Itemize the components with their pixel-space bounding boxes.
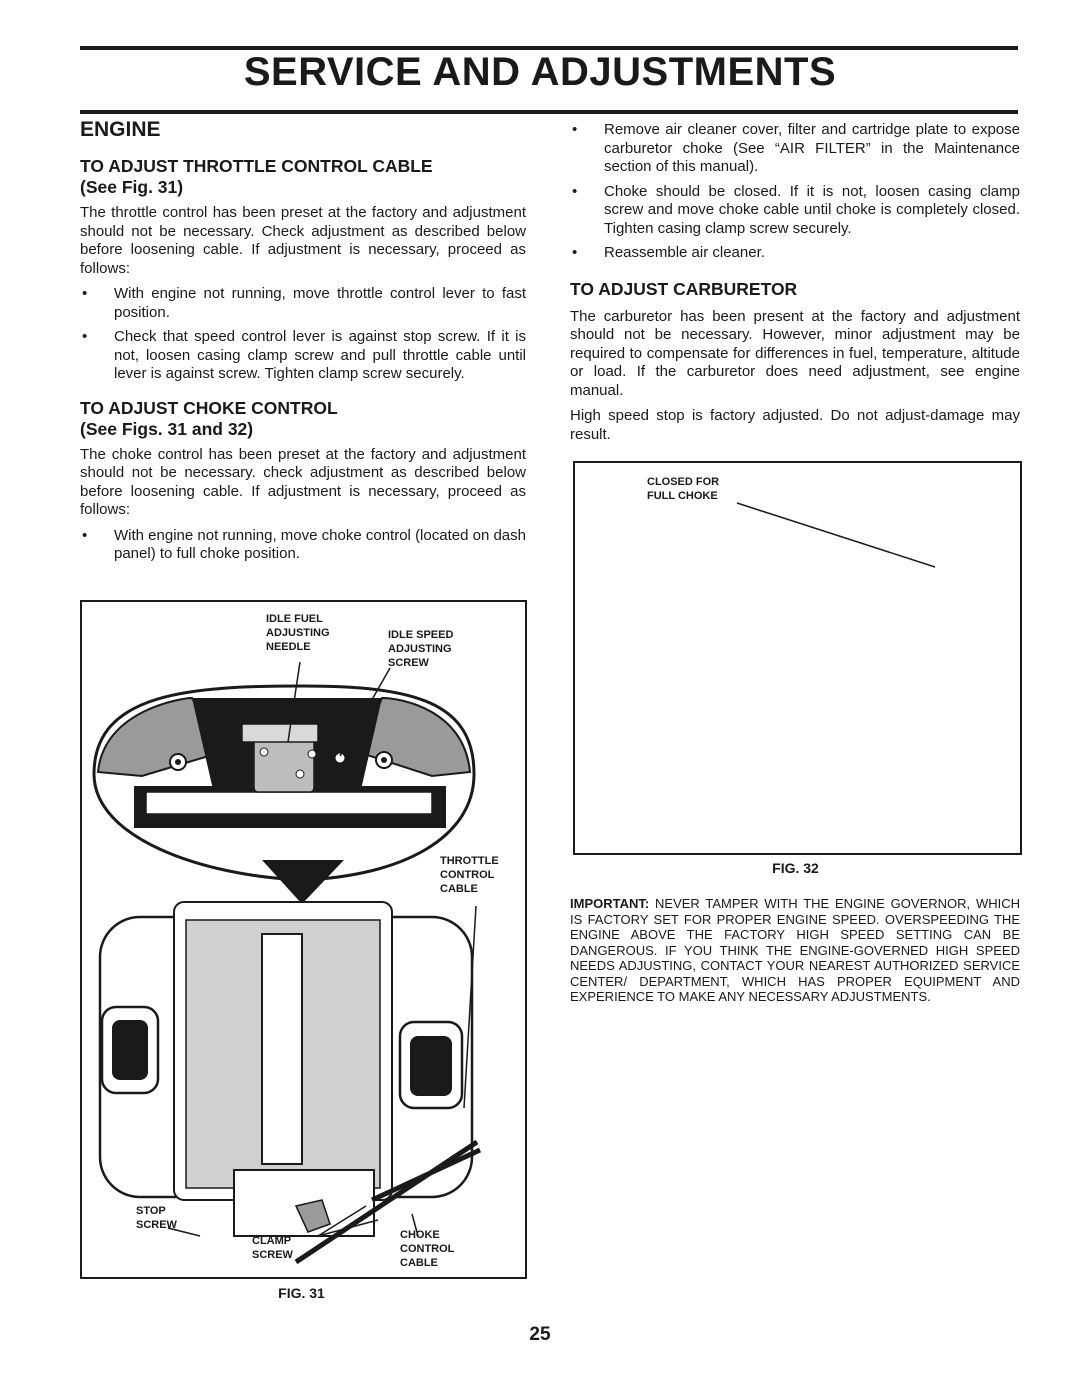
figure-32-frame: [573, 461, 1022, 855]
list-item: • With engine not running, move choke control (located on dash panel) to full choke position.: [80, 527, 526, 564]
choke-paragraph: The choke control has been preset at the factory and adjustment should not be necessary. check adjustment as described below before loosening cable. If adjustment is necessary, proceed as follows:: [80, 445, 526, 518]
choke-heading: [80, 398, 526, 440]
figure-31-frame: [80, 600, 527, 1279]
label-idle-speed: IDLE SPEED ADJUSTING SCREW: [388, 629, 454, 669]
list-item: • Check that speed control lever is against stop screw. If it is not, loosen casing clamp screw and pull throttle cable until lever is against screw. Tighten clamp screw securely.: [80, 328, 526, 384]
right-column: [570, 121, 1020, 451]
choke-leader-line: [575, 463, 1020, 853]
section-title-engine: ENGINE: [80, 118, 161, 141]
left-column: [80, 118, 526, 578]
throttle-bullets: [80, 285, 526, 384]
throttle-heading: [80, 156, 526, 198]
throttle-heading-line2: (See Fig. 31): [80, 177, 184, 197]
page-number: 25: [529, 1324, 551, 1345]
engine-illustration: [82, 602, 525, 1277]
figure-32-caption: FIG. 32: [772, 860, 819, 876]
label-choke-cable: CHOKE CONTROL CABLE: [400, 1229, 455, 1269]
list-item: • Reassemble air cleaner.: [570, 244, 1020, 263]
throttle-paragraph: The throttle control has been preset at the factory and adjustment should not be necessary. Check adjustment as described below before loosening cable. If adjustment is necessary, proceed as follows:: [80, 204, 526, 277]
carburetor-heading: TO ADJUST CARBURETOR: [570, 278, 798, 299]
choke-heading-line1: TO ADJUST CHOKE CONTROL: [80, 397, 338, 418]
important-notice: [570, 896, 1020, 1005]
choke-heading-line2: (See Figs. 31 and 32): [80, 418, 254, 439]
choke-bullets: [80, 527, 526, 564]
high-speed-paragraph: High speed stop is factory adjusted. Do not adjust-damage may result.: [570, 407, 1020, 443]
label-clamp-screw: CLAMP SCREW: [252, 1235, 293, 1261]
figure-31-caption: FIG. 31: [278, 1285, 325, 1301]
carburetor-paragraph: The carburetor has been present at the factory and adjustment should not be necessary. However, minor adjustment may be required to compensate for differences in fuel, temperature, altitude or load. If the carburetor does need adjustment, see engine manual.: [570, 307, 1020, 399]
choke-steps: [570, 121, 1020, 263]
important-text: NEVER TAMPER WITH THE ENGINE GOVERNOR, WHICH IS FACTORY SET FOR PROPER ENGINE SPEED. OVERSPEEDING THE ENGINE ABOVE THE FACTORY HIGH SPEED SETTING CAN BE DANGEROUS. IF YOU THINK THE ENGINE-GOVERNED HIGH SPEED NEEDS ADJUSTING, CONTACT YOUR NEAREST AUTHORIZED SERVICE CENTER/ DEPARTMENT, WHICH HAS PROPER EQUIPMENT AND EXPERIENCE TO MAKE ANY NECESSARY ADJUSTMENTS.: [570, 896, 1020, 1004]
important-label: IMPORTANT:: [570, 896, 650, 911]
label-throttle-cable: THROTTLE CONTROL CABLE: [440, 855, 499, 895]
list-item: • With engine not running, move throttle control lever to fast position.: [80, 285, 526, 322]
title-underline: [80, 110, 1018, 114]
carburetor-closeup: [94, 686, 474, 904]
list-item: • Choke should be closed. If it is not, loosen casing clamp screw and move choke cable until choke is completely closed. Tighten casing clamp screw securely.: [570, 183, 1020, 239]
label-idle-fuel: IDLE FUEL ADJUSTING NEEDLE: [266, 613, 330, 653]
list-item: • Remove air cleaner cover, filter and cartridge plate to expose carburetor choke (See “AIR FILTER” in the Maintenance section of this manual).: [570, 121, 1020, 177]
throttle-heading-line1: TO ADJUST THROTTLE CONTROL CABLE: [80, 156, 433, 176]
label-stop-screw: STOP SCREW: [136, 1205, 177, 1231]
page-title: SERVICE AND ADJUSTMENTS: [243, 50, 837, 94]
label-closed-full-choke: CLOSED FOR FULL CHOKE: [647, 476, 720, 502]
